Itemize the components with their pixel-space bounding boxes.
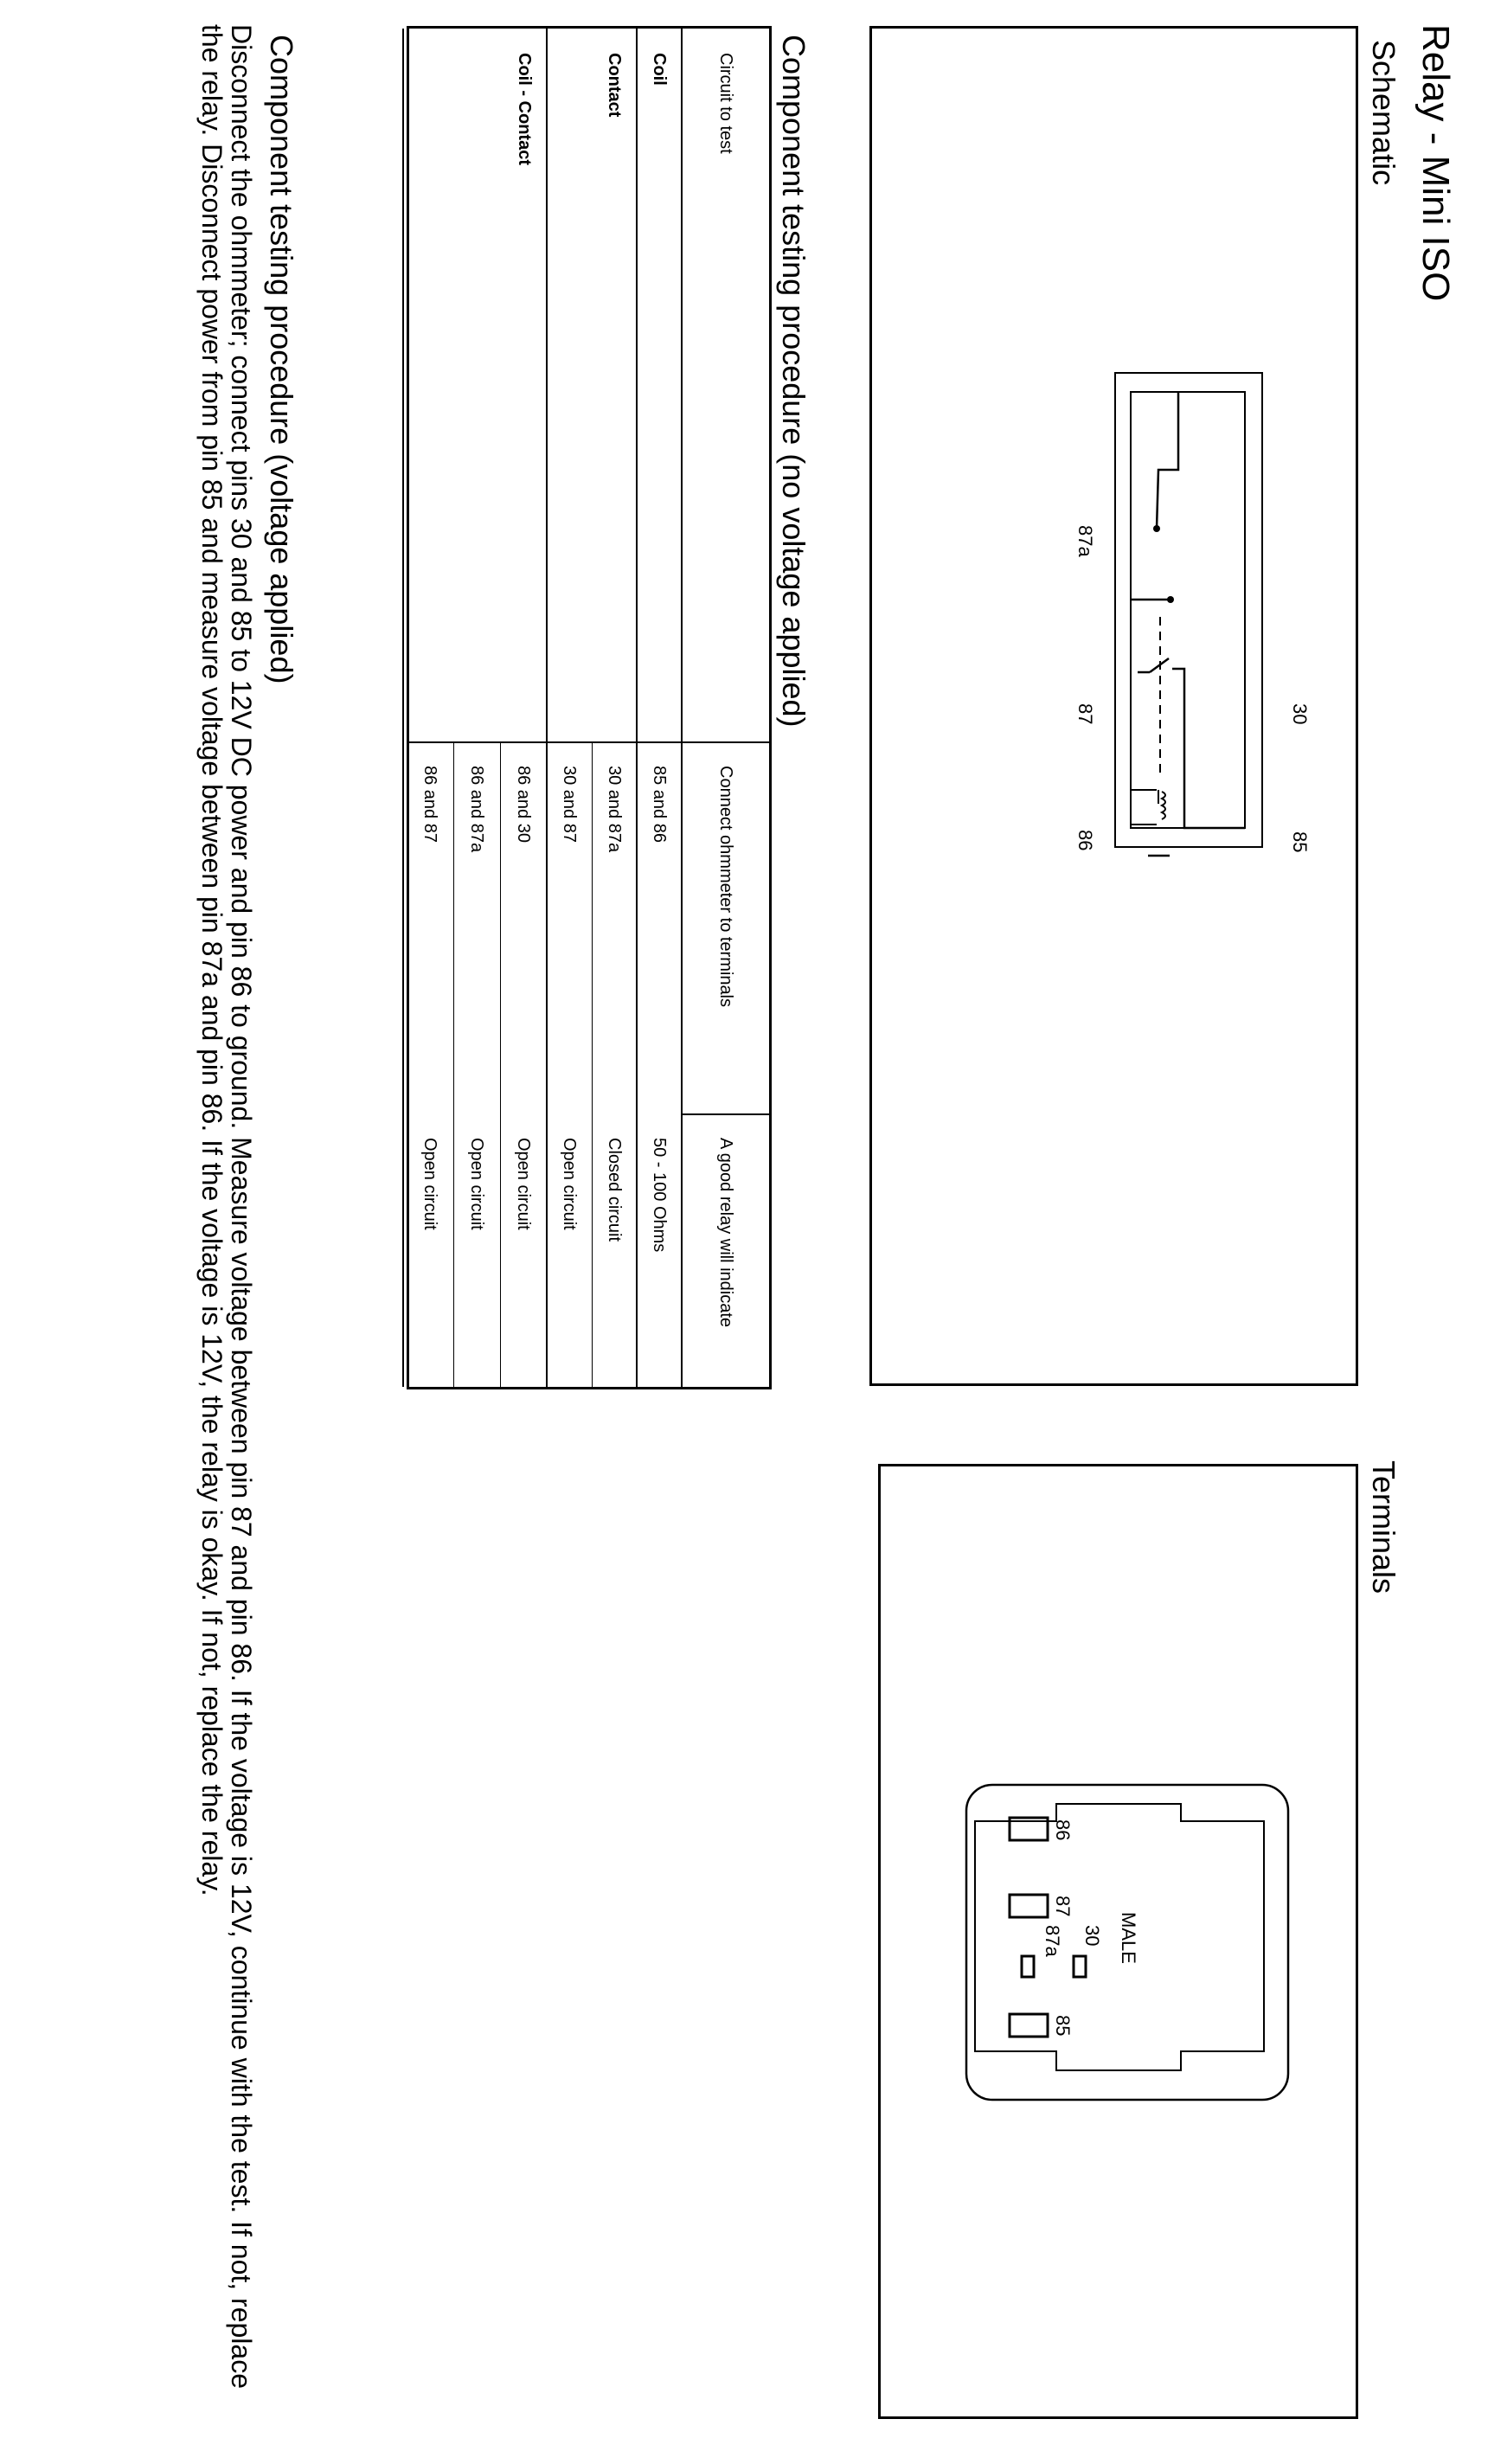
voltage-test-instructions: Disconnect the ohmmeter; connect pins 30 and 85 to 12V DC power and pin 86 to ground. Measure voltage between pin 87 and pin 86. If the voltage is 12V, continue with the test. If not, replace the relay. Disconnect power from pin 85 and measure voltage between pin 87a and pin 86. If the voltage is 12V, the relay is okay. If not, replace the relay. [196,24,257,2389]
result-cell: Open circuit [560,1138,580,1230]
relay-inner-box [1131,392,1245,828]
terminal-label-85: 85 [1052,2015,1074,2037]
terminals-panel [878,1464,1358,2419]
result-cell: Open circuit [514,1138,534,1230]
terminal-label-87: 87 [1052,1896,1074,1917]
terminals-heading: Terminals [1366,1460,1401,1595]
terminals-cell: 30 and 87 [560,766,580,843]
page-title: Relay - Mini ISO [1414,24,1457,302]
schematic-heading: Schematic [1366,40,1401,186]
table-row [636,29,681,1387]
result-cell: Open circuit [467,1138,487,1230]
pin-87a-wire [1157,392,1178,529]
result-cell: Closed circuit [605,1138,625,1242]
voltage-test-heading: Component testing procedure (voltage applied) [264,35,299,684]
column-header-terminals: Connect ohmmeter to terminals [716,766,736,1008]
terminal-85-blade [1010,2014,1048,2037]
column-header-circuit: Circuit to test [716,53,736,154]
no-voltage-test-heading: Component testing procedure (no voltage applied) [776,35,811,728]
terminal-87a-blade [1022,1956,1034,1977]
result-cell: 50 - 100 Ohms [650,1138,670,1253]
column-divider [409,741,769,743]
no-voltage-test-table [407,26,772,1389]
terminal-30-blade [1074,1956,1086,1977]
circuit-coil-contact: Coil - Contact [515,53,534,165]
relay-schematic-diagram [872,29,1356,1383]
terminals-cell: 86 and 30 [514,766,534,843]
pin-label-87: 87 [1074,703,1096,725]
circuit-coil: Coil [650,53,670,86]
terminals-cell: 86 and 87 [420,766,440,843]
connector-male-label: MALE [1118,1912,1139,1964]
circuit-contact: Contact [605,53,624,118]
pin-label-85: 85 [1289,831,1311,853]
table-row-group [546,29,636,1387]
relay-outer-box [1115,373,1262,847]
table-header-row [681,29,769,1387]
table-row-group [402,29,546,1387]
terminal-87-blade [1010,1895,1048,1917]
schematic-panel [869,26,1358,1386]
contact-87-terminal [1167,596,1174,603]
pin-label-86: 86 [1074,830,1096,851]
terminal-connector-diagram [881,1466,1356,2416]
terminal-label-30: 30 [1081,1925,1103,1947]
column-header-result: A good relay will indicate [716,1138,736,1328]
terminal-label-86: 86 [1052,1819,1074,1841]
terminals-cell: 85 and 86 [650,766,670,843]
terminal-label-87a: 87a [1042,1925,1063,1957]
pin-label-30: 30 [1289,703,1311,725]
result-cell: Open circuit [420,1138,440,1230]
relay-coil [1131,790,1165,825]
pin-30-wire [1172,669,1245,828]
terminals-cell: 30 and 87a [605,766,625,853]
contact-87a-terminal [1153,525,1160,532]
pin-label-87a: 87a [1074,525,1096,557]
terminals-cell: 86 and 87a [467,766,487,853]
contact-switch [1138,658,1169,672]
column-divider [683,1113,769,1115]
